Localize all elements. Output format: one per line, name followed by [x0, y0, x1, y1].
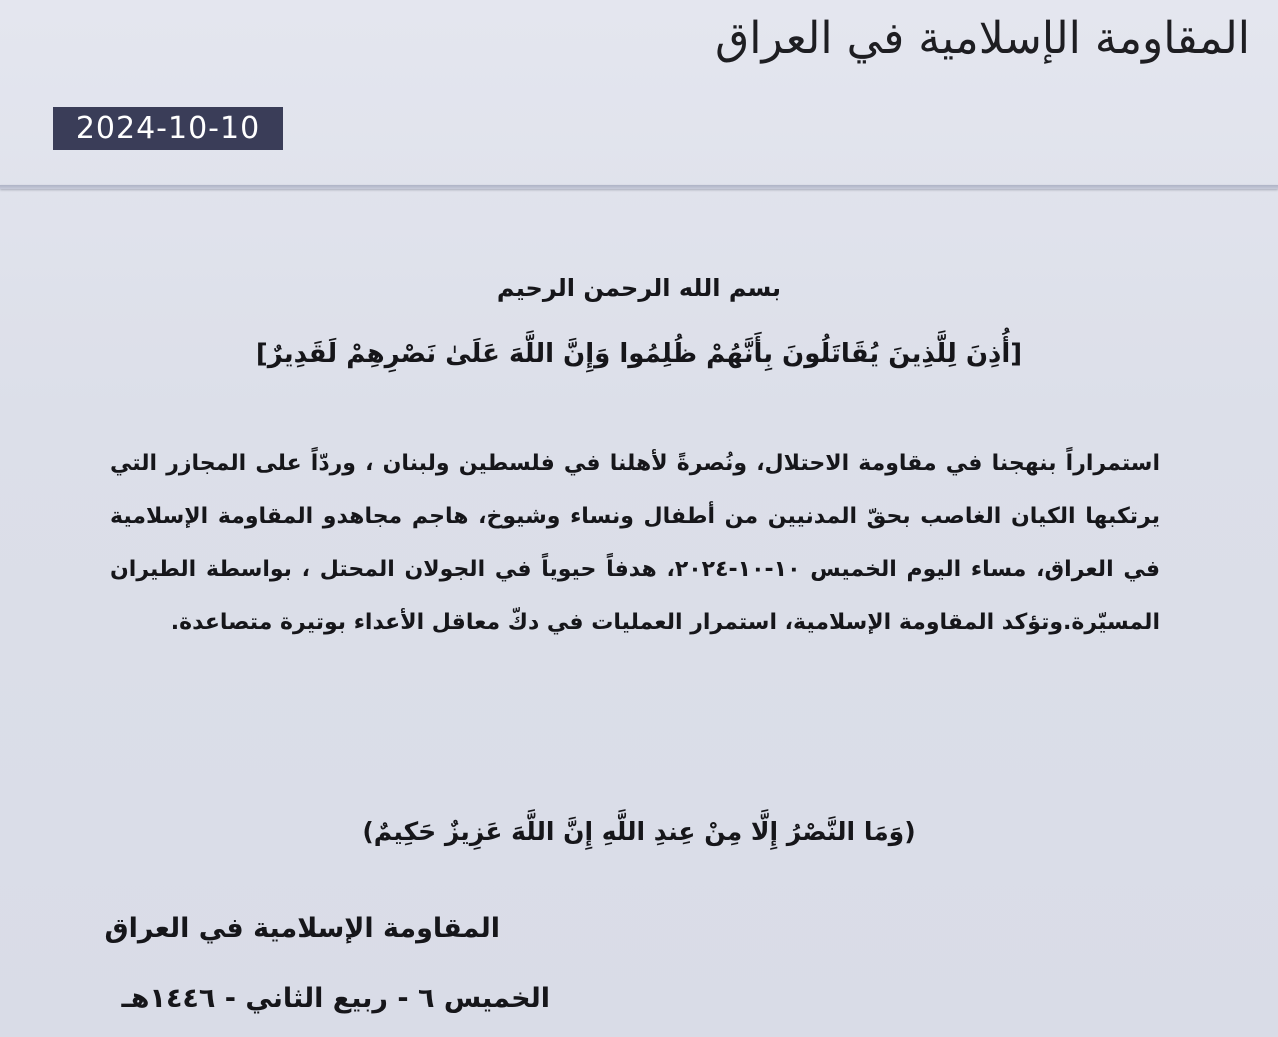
- date-badge: 2024-10-10: [53, 107, 283, 150]
- organization-logo: المقاومة الإسلامية في العراق: [715, 13, 1250, 64]
- basmala: بسم الله الرحمن الرحيم: [496, 274, 782, 302]
- opening-verse: [أُذِنَ لِلَّذِينَ يُقَاتَلُونَ بِأَنَّهُمْ ظُلِمُوا وَإِنَّ اللَّهَ عَلَىٰ نَصْرِهِمْ لَقَدِيرٌ]: [255, 339, 1023, 369]
- closing-verse: (وَمَا النَّصْرُ إِلَّا مِنْ عِندِ اللَّهِ إِنَّ اللَّهَ عَزِيزٌ حَكِيمٌ): [362, 817, 916, 846]
- signature: المقاومة الإسلامية في العراق: [104, 913, 500, 944]
- hijri-date: الخميس ٦ - ربيع الثاني - ١٤٤٦هـ: [121, 983, 550, 1014]
- header-divider: [0, 185, 1278, 189]
- statement-body: استمراراً بنهجنا في مقاومة الاحتلال، ونُصرةً لأهلنا في فلسطين ولبنان ، وردّاً على المجازر التي يرتكبها الكيان الغاصب بحقّ المدنيين من أطفال ونساء وشيوخ، هاجم مجاهدو المقاومة الإسلامية في العراق، مساء اليوم الخميس ١٠-١٠-٢٠٢٤، هدفاً حيوياً في الجولان المحتل ، بواسطة الطيران المسيّرة.وتؤكد المقاومة الإسلامية، استمرار العمليات في دكّ معاقل الأعداء بوتيرة متصاعدة.: [110, 451, 1160, 635]
